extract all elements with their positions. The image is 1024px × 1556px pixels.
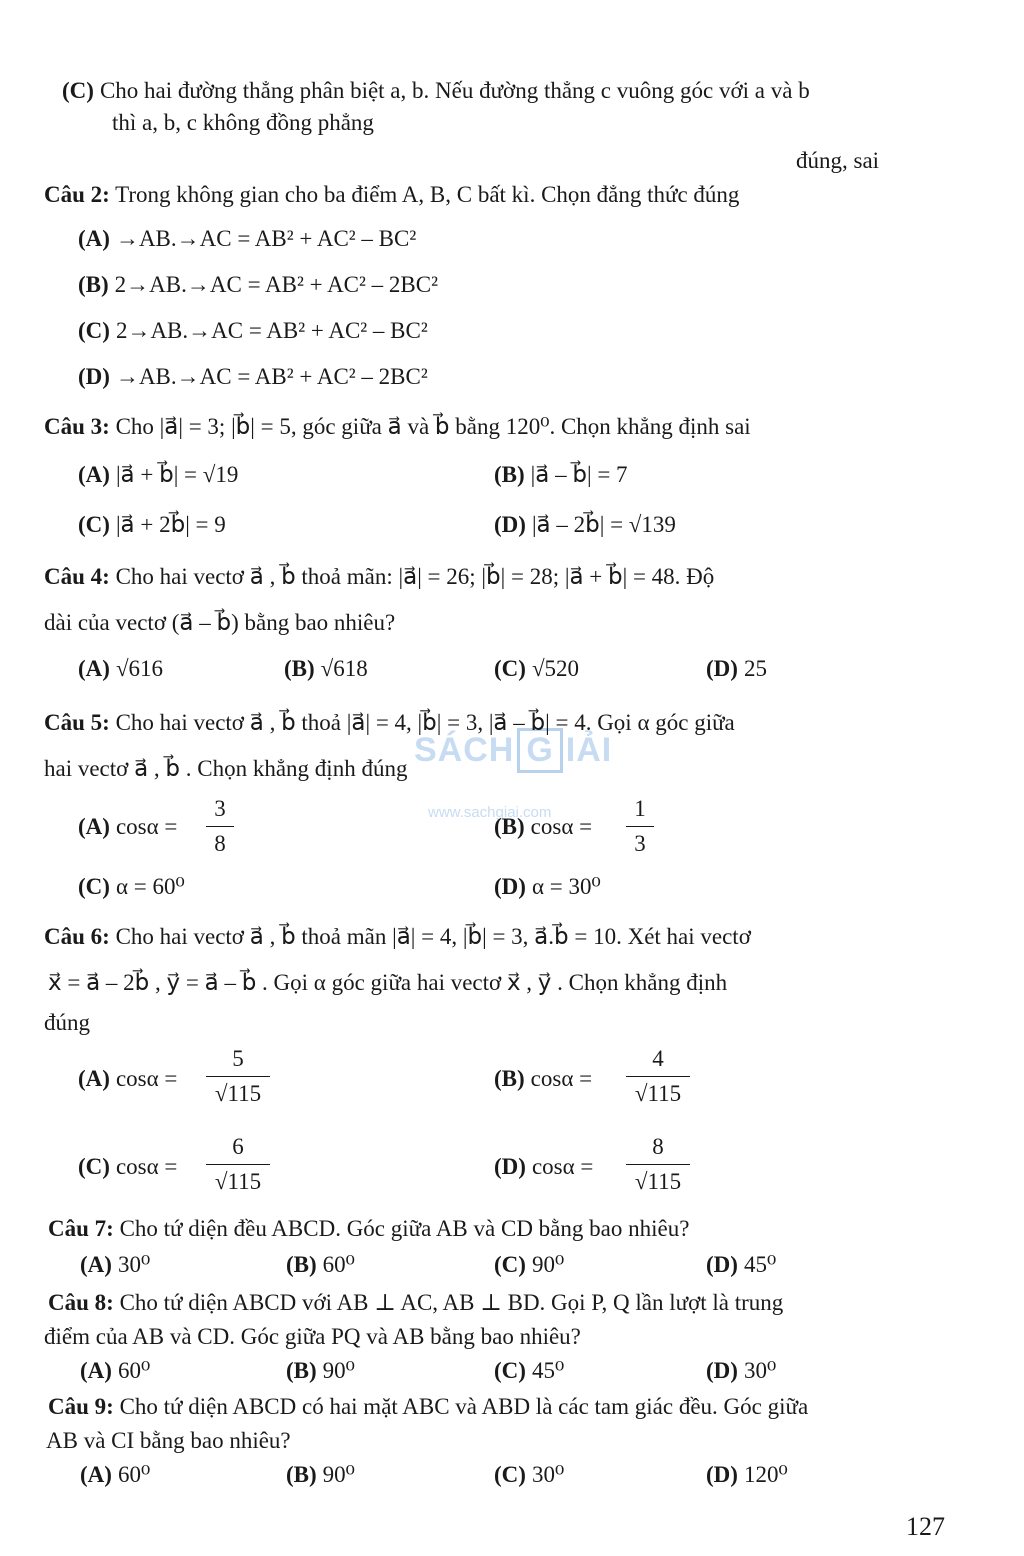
option-label: (A) — [80, 1252, 112, 1277]
prev-option-c-line2: thì a, b, c không đồng phẳng — [112, 110, 374, 135]
option-label: (C) — [78, 874, 110, 899]
question-9-line2: AB và CI bằng bao nhiêu? — [46, 1428, 291, 1453]
q2-option-a — [78, 224, 416, 254]
q7-option-c — [494, 1250, 564, 1280]
q9-option-d — [706, 1460, 788, 1490]
question-2 — [44, 180, 739, 210]
question-text: Cho tứ diện đều ABCD. Góc giữa AB và CD bằng bao nhiêu? — [119, 1216, 690, 1241]
question-8-line2: điểm của AB và CD. Góc giữa PQ và AB bằng bao nhiêu? — [44, 1324, 581, 1349]
q2-option-d — [78, 362, 428, 392]
q5-option-d — [494, 872, 601, 902]
option-label: (A) — [80, 1462, 112, 1487]
option-text: 60⁰ — [322, 1252, 355, 1277]
q3-option-a — [78, 460, 238, 490]
option-prefix: cosα = — [530, 1066, 593, 1091]
option-text: α = 60⁰ — [115, 874, 185, 899]
question-label: Câu 6: — [44, 924, 110, 949]
watermark-text-2: G — [517, 728, 562, 773]
q3-option-d — [494, 510, 676, 540]
option-text: 25 — [743, 656, 767, 681]
q6-a-fraction — [204, 1042, 272, 1111]
q4-option-b — [284, 654, 368, 684]
q9-option-a — [80, 1460, 150, 1490]
option-text: |a⃗ + 2b⃗| = 9 — [115, 512, 226, 537]
option-text: 45⁰ — [531, 1358, 565, 1383]
q6-option-d — [494, 1152, 593, 1182]
option-label: (C) — [494, 1462, 526, 1487]
option-label: (C) — [494, 1252, 526, 1277]
numerator: 1 — [634, 796, 646, 821]
q6-b-fraction — [624, 1042, 692, 1111]
option-text: |a⃗ – 2b⃗| = √139 — [531, 512, 676, 537]
option-label: (B) — [78, 272, 109, 297]
numerator: 5 — [232, 1046, 244, 1071]
watermark-text-3: IẢI — [565, 731, 613, 769]
denominator: √115 — [214, 1169, 262, 1194]
q7-option-b — [286, 1250, 355, 1280]
option-label: (C) — [78, 512, 110, 537]
denominator: √115 — [634, 1169, 682, 1194]
numerator: 4 — [652, 1046, 664, 1071]
option-label: (D) — [706, 1358, 738, 1383]
question-text: Cho hai vectơ a⃗ , b⃗ thoả |a⃗| = 4, |b⃗| = 3, |a⃗ – b⃗| = 4. Gọi α góc giữa — [115, 710, 735, 735]
question-label: Câu 9: — [48, 1394, 114, 1419]
question-text: Cho hai vectơ a⃗ , b⃗ thoả mãn: |a⃗| = 26; |b⃗| = 28; |a⃗ + b⃗| = 48. Độ — [115, 564, 715, 589]
option-label: (A) — [80, 1358, 112, 1383]
option-text: √618 — [320, 656, 368, 681]
option-label: (C) — [78, 318, 110, 343]
option-label: (D) — [494, 512, 526, 537]
q6-option-c — [78, 1152, 177, 1182]
q8-option-b — [286, 1356, 355, 1386]
q8-option-c — [494, 1356, 564, 1386]
q4-option-c — [494, 654, 579, 684]
option-text: 45⁰ — [743, 1252, 777, 1277]
option-label: (A) — [78, 656, 110, 681]
option-label: (C) — [494, 656, 526, 681]
q3-option-b — [494, 460, 628, 490]
option-prefix: cosα = — [115, 1066, 178, 1091]
numerator: 3 — [214, 796, 226, 821]
option-label: (B) — [286, 1358, 317, 1383]
option-label: (D) — [706, 656, 738, 681]
q5-b-fraction — [624, 792, 656, 861]
true-false-mark: đúng, sai — [796, 148, 880, 173]
q5-a-fraction — [204, 792, 236, 861]
option-text: 60⁰ — [117, 1358, 151, 1383]
question-6-line3: đúng — [44, 1010, 90, 1035]
question-text: Cho hai vectơ a⃗ , b⃗ thoả mãn |a⃗| = 4, |b⃗| = 3, a⃗.b⃗ = 10. Xét hai vectơ — [115, 924, 751, 949]
option-label: (D) — [78, 364, 110, 389]
denominator: 8 — [214, 831, 226, 856]
option-label: (C) — [78, 1154, 110, 1179]
question-label: Câu 4: — [44, 564, 110, 589]
option-prefix: cosα = — [530, 814, 593, 839]
question-text: Cho |a⃗| = 3; |b⃗| = 5, góc giữa a⃗ và b⃗ bằng 120⁰. Chọn khẳng định sai — [115, 414, 751, 439]
denominator: √115 — [214, 1081, 262, 1106]
option-text: →AB.→AC = AB² + AC² – BC² — [115, 226, 417, 251]
option-text: 120⁰ — [743, 1462, 788, 1487]
option-label: (B) — [494, 462, 525, 487]
numerator: 8 — [652, 1134, 664, 1159]
option-text: 90⁰ — [322, 1462, 355, 1487]
watermark-text-1: SÁCH — [414, 731, 515, 769]
q3-option-c — [78, 510, 226, 540]
option-label: (A) — [78, 814, 110, 839]
option-text: 2→AB.→AC = AB² + AC² – BC² — [115, 318, 428, 343]
option-text: 30⁰ — [531, 1462, 565, 1487]
question-7 — [48, 1214, 689, 1244]
q2-option-c — [78, 316, 428, 346]
question-label: Câu 7: — [48, 1216, 114, 1241]
watermark-url: www.sachgiai.com — [428, 804, 552, 821]
q5-option-c — [78, 872, 185, 902]
option-prefix: cosα = — [115, 814, 178, 839]
q6-option-b — [494, 1064, 592, 1094]
option-prefix: cosα = — [531, 1154, 594, 1179]
question-label: Câu 8: — [48, 1290, 114, 1315]
q7-option-d — [706, 1250, 776, 1280]
option-text: √520 — [531, 656, 580, 681]
option-label: (A) — [78, 226, 110, 251]
option-text: Cho hai đường thẳng phân biệt a, b. Nếu đường thẳng c vuông góc với a và b — [99, 78, 810, 103]
q8-option-a — [80, 1356, 150, 1386]
q6-d-fraction — [624, 1130, 692, 1199]
option-label: (B) — [286, 1252, 317, 1277]
question-4 — [44, 562, 714, 592]
option-label: (D) — [494, 1154, 526, 1179]
question-6 — [44, 922, 751, 952]
q2-option-b — [78, 270, 438, 300]
option-label: (A) — [78, 1066, 110, 1091]
option-text: 60⁰ — [117, 1462, 151, 1487]
option-text: 30⁰ — [743, 1358, 777, 1383]
prev-option-c — [62, 76, 810, 106]
option-label: (C) — [494, 1358, 526, 1383]
option-text: |a⃗ – b⃗| = 7 — [530, 462, 628, 487]
option-text: →AB.→AC = AB² + AC² – 2BC² — [115, 364, 428, 389]
question-6-line2: x⃗ = a⃗ – 2b⃗ , y⃗ = a⃗ – b⃗ . Gọi α góc giữa hai vectơ x⃗ , y⃗ . Chọn khẳng định — [48, 970, 728, 995]
question-label: Câu 3: — [44, 414, 110, 439]
q4-option-d — [706, 654, 767, 684]
option-label: (B) — [494, 814, 525, 839]
option-text: 30⁰ — [117, 1252, 151, 1277]
question-label: Câu 2: — [44, 182, 110, 207]
option-text: |a⃗ + b⃗| = √19 — [115, 462, 239, 487]
page-number: 127 — [906, 1512, 945, 1541]
question-5-line2: hai vectơ a⃗ , b⃗ . Chọn khẳng định đúng — [44, 756, 408, 781]
option-text: 90⁰ — [531, 1252, 565, 1277]
q5-option-b — [494, 812, 592, 842]
option-label: (B) — [284, 656, 315, 681]
question-3 — [44, 412, 751, 442]
option-text: √616 — [115, 656, 164, 681]
numerator: 6 — [232, 1134, 244, 1159]
denominator: 3 — [634, 831, 646, 856]
q5-option-a — [78, 812, 177, 842]
question-5 — [44, 708, 735, 738]
option-label: (C) — [62, 78, 94, 103]
option-label: (B) — [494, 1066, 525, 1091]
question-4-line2: dài của vectơ (a⃗ – b⃗) bằng bao nhiêu? — [44, 610, 396, 635]
option-label: (D) — [706, 1462, 738, 1487]
question-9 — [48, 1392, 808, 1422]
option-text: 90⁰ — [322, 1358, 355, 1383]
option-prefix: cosα = — [115, 1154, 178, 1179]
question-8 — [48, 1288, 783, 1318]
q8-option-d — [706, 1356, 776, 1386]
option-label: (A) — [78, 462, 110, 487]
q6-c-fraction — [204, 1130, 272, 1199]
option-label: (D) — [706, 1252, 738, 1277]
question-text: Cho tứ diện ABCD với AB ⊥ AC, AB ⊥ BD. Gọi P, Q lần lượt là trung — [119, 1290, 784, 1315]
option-text: α = 30⁰ — [531, 874, 601, 899]
question-label: Câu 5: — [44, 710, 110, 735]
q7-option-a — [80, 1250, 150, 1280]
q9-option-b — [286, 1460, 355, 1490]
denominator: √115 — [634, 1081, 682, 1106]
option-text: 2→AB.→AC = AB² + AC² – 2BC² — [114, 272, 438, 297]
option-label: (B) — [286, 1462, 317, 1487]
question-text: Trong không gian cho ba điểm A, B, C bất kì. Chọn đẳng thức đúng — [115, 182, 740, 207]
q9-option-c — [494, 1460, 564, 1490]
q6-option-a — [78, 1064, 177, 1094]
q4-option-a — [78, 654, 163, 684]
option-label: (D) — [494, 874, 526, 899]
question-text: Cho tứ diện ABCD có hai mặt ABC và ABD là các tam giác đều. Góc giữa — [119, 1394, 809, 1419]
